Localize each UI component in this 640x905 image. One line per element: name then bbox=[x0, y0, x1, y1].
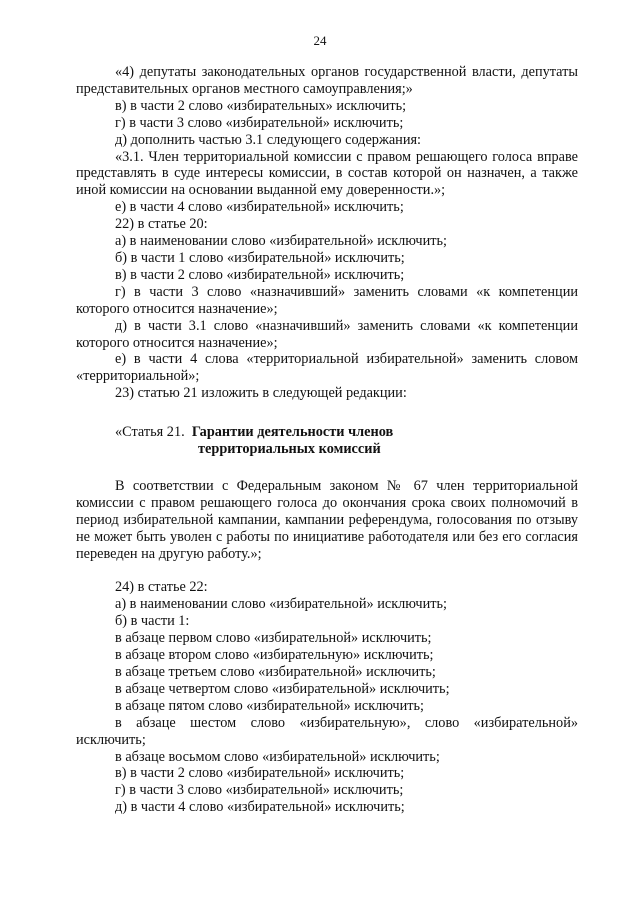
paragraph: д) дополнить частью 3.1 следующего содержания: bbox=[115, 131, 422, 148]
article-title-line1: Гарантии деятельности членов bbox=[191, 424, 394, 441]
paragraph: в абзаце пятом слово «избирательной» исключить; bbox=[115, 697, 425, 714]
paragraph: в) в части 2 слово «избирательной» исключить; bbox=[115, 266, 405, 283]
article-label: «Статья 21. bbox=[115, 424, 185, 441]
paragraph: г) в части 3 слово «избирательной» исключить; bbox=[115, 782, 404, 799]
paragraph: 23) статью 21 изложить в следующей редакции: bbox=[115, 385, 407, 402]
paragraph: 22) в статье 20: bbox=[115, 216, 208, 233]
paragraph: в) в части 2 слово «избирательных» исключить; bbox=[115, 97, 407, 114]
page-number: 24 bbox=[313, 33, 327, 48]
paragraph: в абзаце первом слово «избирательной» исключить; bbox=[115, 630, 432, 647]
paragraph: в) в части 2 слово «избирательной» исключить; bbox=[115, 765, 405, 782]
article-title-line2: территориальных комиссий bbox=[198, 441, 381, 458]
paragraph: б) в части 1: bbox=[115, 613, 190, 630]
paragraph: е) в части 4 слова «территориальной избирательной» заменить словом «территориальной»; bbox=[76, 351, 578, 385]
paragraph: д) в части 3.1 слово «назначивший» заменить словами «к компетенции которого относится назначение»; bbox=[76, 317, 578, 351]
article-heading bbox=[76, 424, 578, 458]
paragraph: б) в части 1 слово «избирательной» исключить; bbox=[115, 249, 405, 266]
paragraph: е) в части 4 слово «избирательной» исключить; bbox=[115, 199, 404, 216]
paragraph: д) в части 4 слово «избирательной» исключить; bbox=[115, 799, 405, 816]
paragraph: в абзаце втором слово «избирательную» исключить; bbox=[115, 647, 434, 664]
paragraph: г) в части 3 слово «избирательной» исключить; bbox=[115, 114, 404, 131]
paragraph: а) в наименовании слово «избирательной» исключить; bbox=[115, 233, 447, 250]
paragraph: в абзаце восьмом слово «избирательной» исключить; bbox=[115, 748, 440, 765]
paragraph: «3.1. Член территориальной комиссии с правом решающего голоса вправе представлять в суде интересы комиссии, в состав которой он назначен, а также иной комиссии на основании выданной ему доверенности.»; bbox=[76, 148, 578, 199]
paragraph: в абзаце шестом слово «избирательную», слово «избирательной» исключить; bbox=[76, 714, 578, 748]
paragraph: г) в части 3 слово «назначивший» заменить словами «к компетенции которого относится назначение»; bbox=[76, 283, 578, 317]
paragraph: 24) в статье 22: bbox=[115, 579, 208, 596]
paragraph: а) в наименовании слово «избирательной» исключить; bbox=[115, 596, 447, 613]
paragraph: в абзаце четвертом слово «избирательной» исключить; bbox=[115, 680, 450, 697]
paragraph: «4) депутаты законодательных органов государственной власти, депутаты представительных органов местного самоуправления;» bbox=[76, 64, 578, 97]
document-body bbox=[76, 64, 578, 816]
paragraph: в абзаце третьем слово «избирательной» исключить; bbox=[115, 664, 436, 680]
article-body: В соответствии с Федеральным законом № 67 член территориальной комиссии с правом решающего голоса до окончания срока своих полномочий в период избирательной кампании, кампании референдума, голосования по отзыву не может быть уволен с работы по инициативе работодателя или без его согласия переведен на другую работу.»; bbox=[76, 477, 578, 562]
